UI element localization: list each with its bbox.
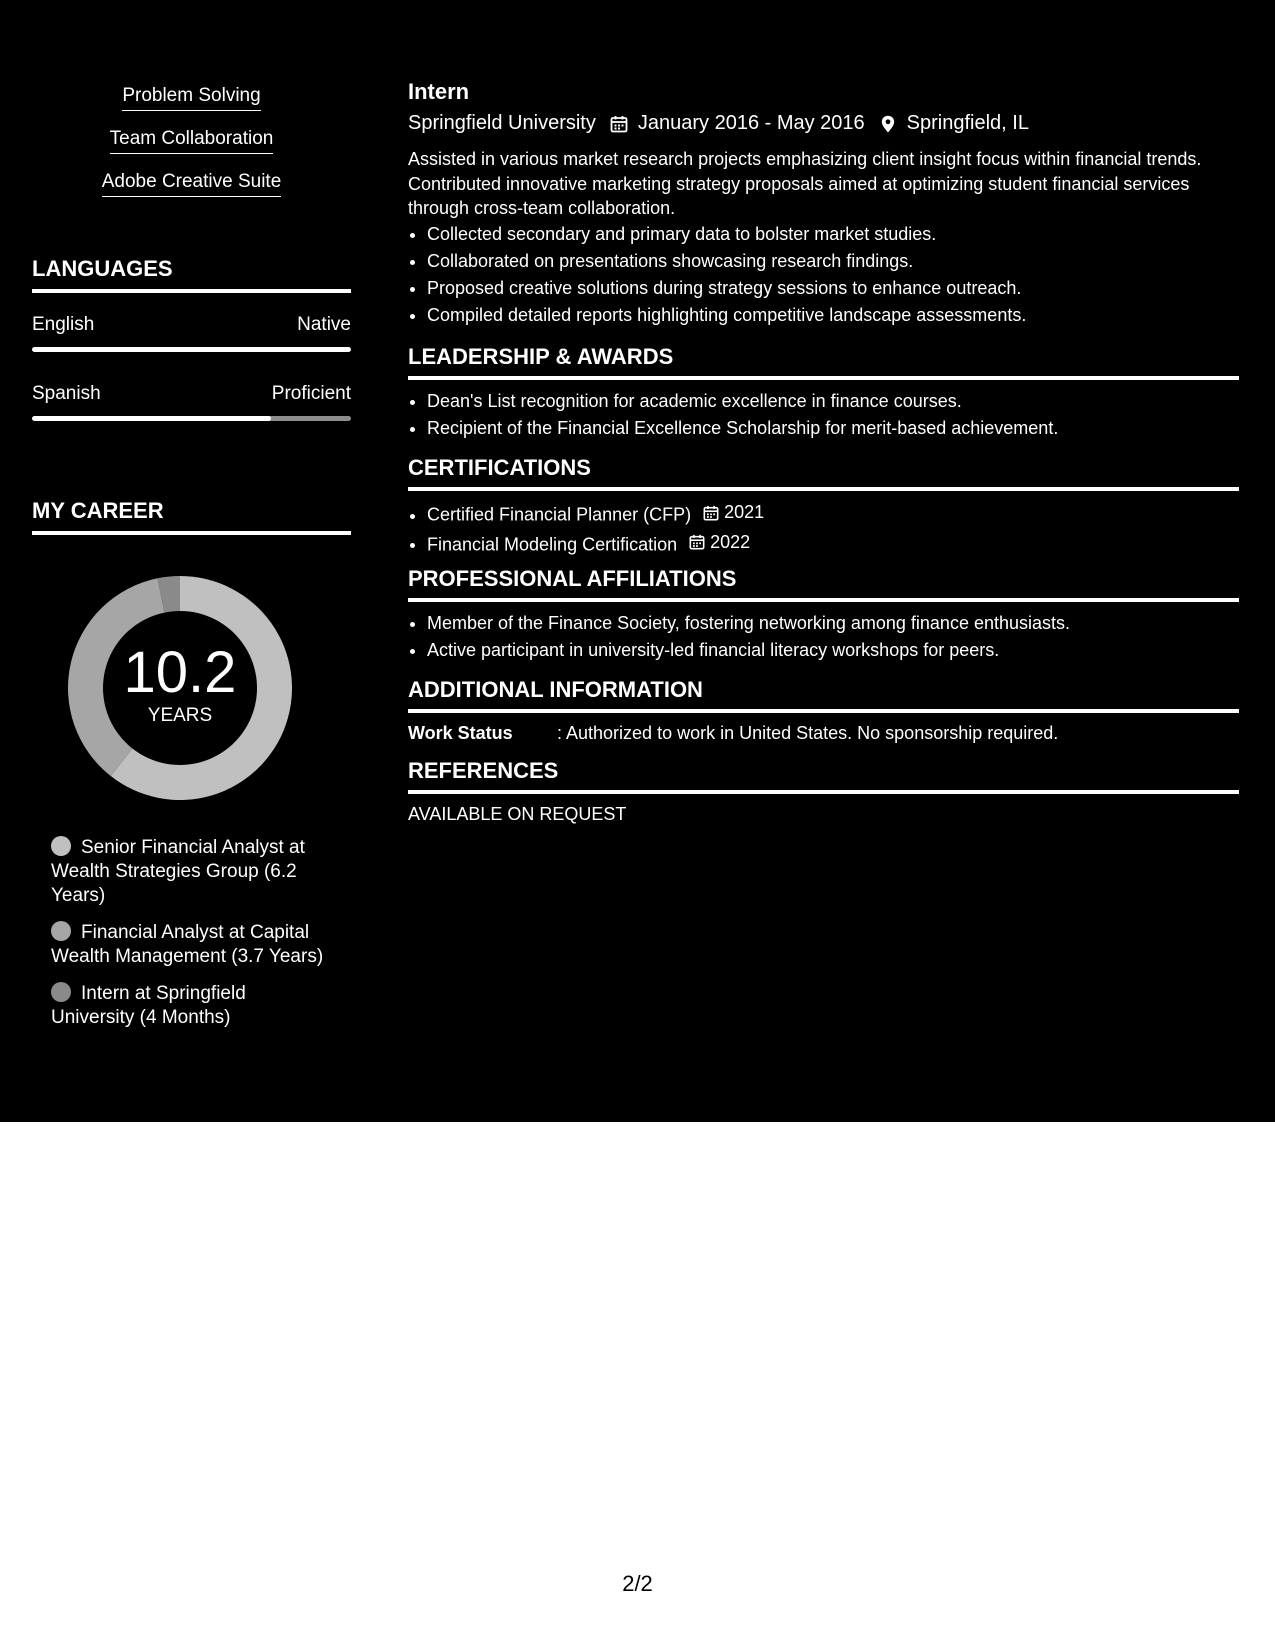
skill-item: Problem Solving xyxy=(122,84,260,111)
additional-info-section xyxy=(408,676,1239,745)
career-legend-item xyxy=(51,836,331,908)
language-bar-fill xyxy=(32,347,351,352)
certification-item xyxy=(427,499,1239,529)
career-heading: MY CAREER xyxy=(32,497,351,535)
skill-item: Team Collaboration xyxy=(110,127,274,154)
section-heading: CERTIFICATIONS xyxy=(408,454,1239,491)
calendar-icon xyxy=(703,505,719,521)
affiliation-item: • Active participant in university-led financial literacy workshops for peers. xyxy=(427,637,1239,664)
job-bullet: • Collected secondary and primary data to bolster market studies. xyxy=(427,221,1239,248)
job-company: Springfield University xyxy=(408,112,596,134)
language-level: Proficient xyxy=(271,383,351,404)
certification-year: 2022 xyxy=(710,531,751,552)
job-location: Springfield, IL xyxy=(906,112,1029,134)
section-heading: ADDITIONAL INFORMATION xyxy=(408,676,1239,713)
work-status-value: : Authorized to work in United States. No sponsorship required. xyxy=(557,723,1059,743)
calendar-icon xyxy=(610,114,628,132)
legend-dot-icon xyxy=(51,921,71,941)
job-meta xyxy=(408,110,1029,136)
career-legend-label: Senior Financial Analyst at Wealth Strategies Group (6.2 Years) xyxy=(51,837,305,906)
job-bullet: • Compiled detailed reports highlighting competitive landscape assessments. xyxy=(427,302,1239,329)
legend-dot-icon xyxy=(51,836,71,856)
page-number: 2/2 xyxy=(622,1571,653,1596)
work-status-row xyxy=(408,721,1239,745)
career-total-unit: YEARS xyxy=(147,705,213,726)
job-description-block xyxy=(408,147,1239,329)
skill-item: Adobe Creative Suite xyxy=(102,170,282,197)
language-row-spanish xyxy=(32,382,351,421)
certification-name: Financial Modeling Certification xyxy=(427,534,678,554)
section-heading: REFERENCES xyxy=(408,757,1239,794)
language-bar xyxy=(32,347,351,352)
references-section xyxy=(408,757,1239,826)
job-title: Intern xyxy=(408,79,470,104)
career-legend xyxy=(51,836,331,1043)
language-bar xyxy=(32,416,351,421)
leadership-section xyxy=(408,343,1239,442)
language-name: English xyxy=(32,314,95,335)
calendar-icon xyxy=(689,534,705,550)
leadership-item: • Recipient of the Financial Excellence Scholarship for merit-based achievement. xyxy=(427,415,1239,442)
language-level: Native xyxy=(297,314,351,335)
career-legend-label: Intern at Springfield University (4 Months) xyxy=(51,983,246,1028)
career-donut-chart xyxy=(66,574,294,802)
leadership-item: • Dean's List recognition for academic excellence in finance courses. xyxy=(427,388,1239,415)
references-text: AVAILABLE ON REQUEST xyxy=(408,804,627,824)
languages-heading: LANGUAGES xyxy=(32,255,351,293)
section-heading: PROFESSIONAL AFFILIATIONS xyxy=(408,565,1239,602)
affiliations-section xyxy=(408,565,1239,664)
certification-year: 2021 xyxy=(724,502,765,522)
job-description: Assisted in various market research projects emphasizing client insight focus within financial trends. Contributed innovative marketing strategy proposals aimed at optimizing student financial services through cross-team collaboration. xyxy=(408,149,1202,218)
job-bullet: • Collaborated on presentations showcasing research findings. xyxy=(427,248,1239,275)
career-total-years: 10.2 xyxy=(123,640,237,705)
job-bullets xyxy=(408,221,1239,329)
job-bullet: • Proposed creative solutions during strategy sessions to enhance outreach. xyxy=(427,275,1239,302)
certification-item xyxy=(427,529,1239,559)
work-status-label: Work Status xyxy=(408,723,513,743)
map-pin-icon xyxy=(879,114,897,132)
language-name: Spanish xyxy=(32,383,101,404)
job-dates: January 2016 - May 2016 xyxy=(637,112,865,134)
career-legend-item xyxy=(51,921,331,969)
language-bar-fill xyxy=(32,416,271,421)
language-row-english xyxy=(32,313,351,352)
section-heading: LEADERSHIP & AWARDS xyxy=(408,343,1239,380)
career-legend-label: Financial Analyst at Capital Wealth Management (3.7 Years) xyxy=(51,922,324,967)
certification-name: Certified Financial Planner (CFP) xyxy=(427,504,692,525)
certifications-section xyxy=(408,454,1239,558)
skills-list xyxy=(32,84,351,213)
legend-dot-icon xyxy=(51,982,71,1002)
affiliation-item: • Member of the Finance Society, fostering networking among finance enthusiasts. xyxy=(427,610,1239,637)
career-legend-item xyxy=(51,982,331,1030)
